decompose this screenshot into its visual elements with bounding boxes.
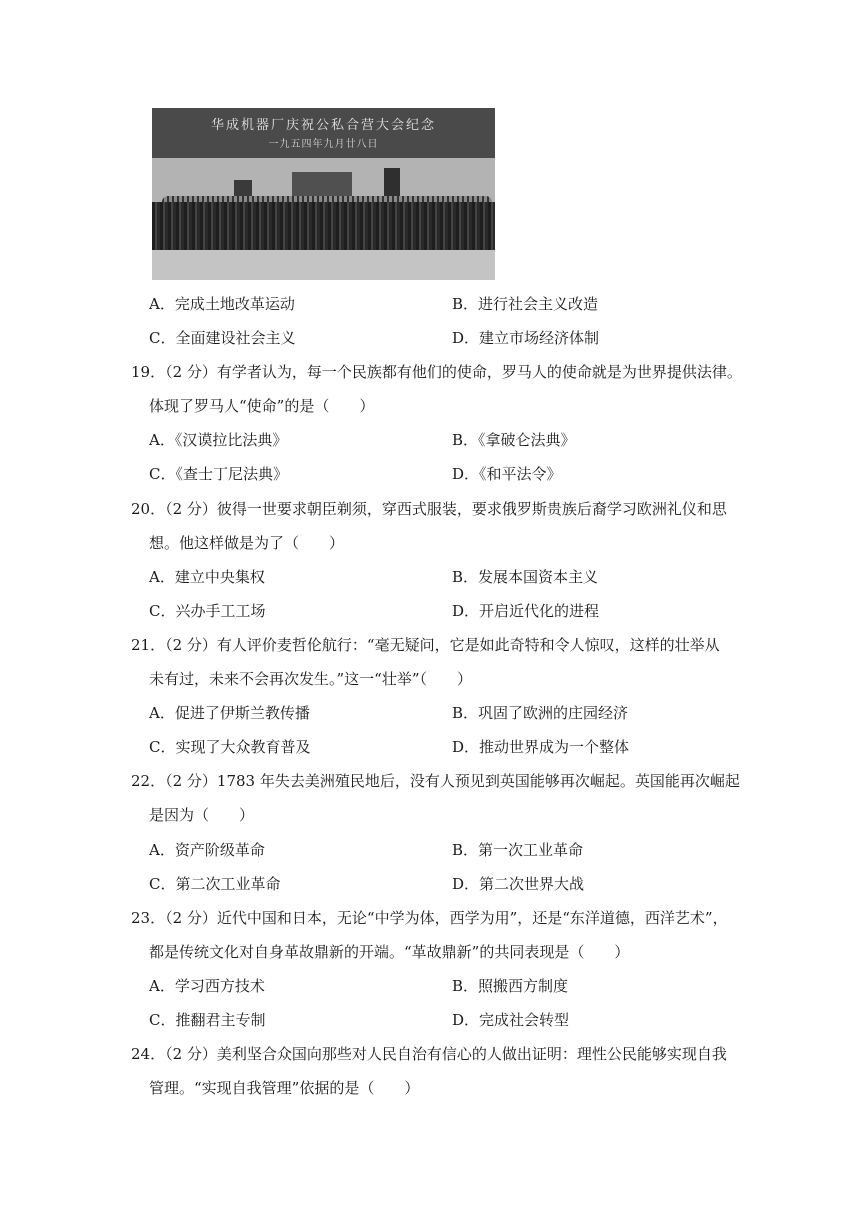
q23-option-b[interactable]: B．照搬西方制度 xyxy=(452,977,569,995)
q19-option-b[interactable]: B．《拿破仑法典》 xyxy=(452,431,576,449)
q22-option-d[interactable]: D．第二次世界大战 xyxy=(452,875,585,893)
q19-stem-line1: 19．（2 分）有学者认为，每一个民族都有他们的使命，罗马人的使命就是为世界提供法律。 xyxy=(131,363,742,381)
q21-stem-line2: 未有过，未来不会再次发生。”这一“壮举”（ ） xyxy=(149,670,473,688)
historical-photo xyxy=(152,108,495,280)
q21-option-d[interactable]: D．推动世界成为一个整体 xyxy=(452,738,630,756)
q22-option-c[interactable]: C．第二次工业革命 xyxy=(149,875,281,893)
q20-option-d[interactable]: D．开启近代化的进程 xyxy=(452,602,600,620)
q22-option-a[interactable]: A．资产阶级革命 xyxy=(149,841,265,859)
q24-stem-line2: 管理。“实现自我管理”依据的是（ ） xyxy=(149,1079,420,1097)
q23-option-c[interactable]: C．推翻君主专制 xyxy=(149,1011,266,1029)
q19-option-a[interactable]: A．《汉谟拉比法典》 xyxy=(149,431,288,449)
q21-stem-line1: 21．（2 分）有人评价麦哲伦航行：“毫无疑问，它是如此奇特和令人惊叹，这样的壮举从 xyxy=(131,636,720,654)
q18-option-d[interactable]: D．建立市场经济体制 xyxy=(452,329,600,347)
q18-option-b[interactable]: B．进行社会主义改造 xyxy=(452,295,599,313)
q20-option-b[interactable]: B．发展本国资本主义 xyxy=(452,568,599,586)
q19-stem-line2: 体现了罗马人“使命”的是（ ） xyxy=(149,397,375,415)
q20-option-c[interactable]: C．兴办手工工场 xyxy=(149,602,266,620)
q23-stem-line1: 23．（2 分）近代中国和日本，无论“中学为体，西学为用”，还是“东洋道德，西洋艺术”， xyxy=(131,909,728,927)
q22-option-b[interactable]: B．第一次工业革命 xyxy=(452,841,584,859)
q22-stem-line2: 是因为（ ） xyxy=(149,806,255,824)
q21-option-c[interactable]: C．实现了大众教育普及 xyxy=(149,738,311,756)
q21-option-b[interactable]: B．巩固了欧洲的庄园经济 xyxy=(452,704,629,722)
q20-option-a[interactable]: A．建立中央集权 xyxy=(149,568,265,586)
q19-option-d[interactable]: D．《和平法令》 xyxy=(452,465,562,483)
q20-stem-line2: 想。他这样做是为了（ ） xyxy=(149,534,345,552)
q18-option-a[interactable]: A．完成土地改革运动 xyxy=(149,295,295,313)
q20-stem-line1: 20．（2 分）彼得一世要求朝臣剃须，穿西式服装，要求俄罗斯贵族后裔学习欧洲礼仪和思 xyxy=(131,500,727,518)
photo-banner-date: 一九五四年九月廿八日 xyxy=(268,139,379,150)
photo-banner-title: 华成机器厂庆祝公私合营大会纪念 xyxy=(210,118,436,133)
q19-option-c[interactable]: C．《查士丁尼法典》 xyxy=(149,465,288,483)
q22-stem-line1: 22．（2 分）1783 年失去美洲殖民地后，没有人预见到英国能够再次崛起。英国能再次崛起 xyxy=(131,772,740,790)
q23-stem-line2: 都是传统文化对自身革故鼎新的开端。“革故鼎新”的共同表现是（ ） xyxy=(149,943,630,961)
q23-option-d[interactable]: D．完成社会转型 xyxy=(452,1011,570,1029)
q23-option-a[interactable]: A．学习西方技术 xyxy=(149,977,265,995)
photo-ground xyxy=(152,250,495,280)
q18-option-c[interactable]: C．全面建设社会主义 xyxy=(149,329,296,347)
q24-stem-line1: 24．（2 分）美利坚合众国向那些对人民自治有信心的人做出证明：理性公民能够实现自我 xyxy=(131,1045,727,1063)
photo-crowd xyxy=(152,202,495,250)
q21-option-a[interactable]: A．促进了伊斯兰教传播 xyxy=(149,704,310,722)
